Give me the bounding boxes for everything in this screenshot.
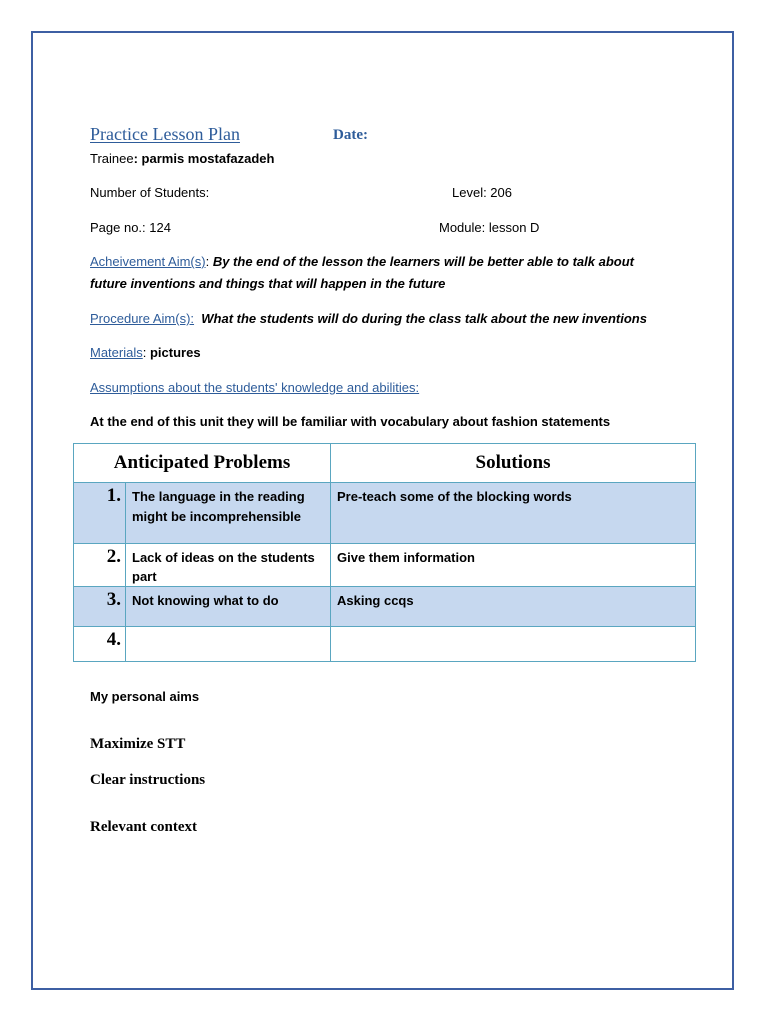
students-label: Number of Students: — [90, 185, 210, 200]
problems-table — [73, 443, 696, 662]
trainee-line — [90, 151, 274, 166]
table-row — [74, 587, 696, 627]
row-number: 1. — [74, 483, 126, 544]
solution-cell — [331, 627, 696, 662]
personal-aim-item: Relevant context — [90, 819, 198, 835]
materials-line: Materials: pictures — [90, 345, 201, 360]
achievement-aim-label: Acheivement Aim(s) — [90, 254, 206, 269]
personal-aim-item: Clear instructions — [90, 772, 206, 788]
table-row — [74, 627, 696, 662]
table-header-row — [74, 444, 696, 483]
table-row — [74, 544, 696, 587]
row-number: 4. — [74, 627, 126, 662]
solution-cell: Asking ccqs — [331, 587, 696, 627]
row-number: 2. — [74, 544, 126, 587]
achievement-aim-text: By the end of the lesson the learners will be better able to talk about — [212, 254, 634, 269]
header-problems: Anticipated Problems — [74, 444, 331, 483]
achievement-aim-line2: future inventions and things that will happen in the future — [90, 276, 446, 291]
page-number-label: Page no.: 124 — [90, 220, 171, 235]
header-solutions: Solutions — [331, 444, 696, 483]
date-label: Date: — [333, 127, 368, 143]
materials-label: Materials — [90, 345, 143, 360]
procedure-aim-label: Procedure Aim(s): — [90, 311, 195, 326]
procedure-aim-text: What the students will do during the class talk about the new inventions — [201, 311, 647, 326]
table-row — [74, 483, 696, 544]
module-label: Module: lesson D — [439, 220, 540, 235]
procedure-aim-line — [90, 311, 647, 326]
trainee-label: Trainee — [90, 151, 134, 166]
assumptions-text: At the end of this unit they will be familiar with vocabulary about fashion statements — [90, 414, 611, 429]
page-title: Practice Lesson Plan — [90, 124, 240, 144]
personal-aim-item: Maximize STT — [90, 736, 186, 752]
problem-cell: The language in the reading might be incomprehensible — [126, 483, 331, 544]
row-number: 3. — [74, 587, 126, 627]
solution-cell: Pre-teach some of the blocking words — [331, 483, 696, 544]
materials-value: pictures — [149, 345, 201, 360]
problem-cell: Lack of ideas on the students part — [126, 544, 331, 587]
achievement-aim-line1: Acheivement Aim(s): By the end of the lesson the learners will be better able to talk about — [90, 254, 634, 269]
trainee-value: : parmis mostafazadeh — [133, 151, 275, 166]
problem-cell: Not knowing what to do — [126, 587, 331, 627]
level-label: Level: 206 — [452, 185, 512, 200]
problem-cell — [126, 627, 331, 662]
personal-aims-heading: My personal aims — [90, 689, 200, 704]
solution-cell: Give them information — [331, 544, 696, 587]
assumptions-label: Assumptions about the students' knowledge and abilities: — [90, 380, 420, 395]
